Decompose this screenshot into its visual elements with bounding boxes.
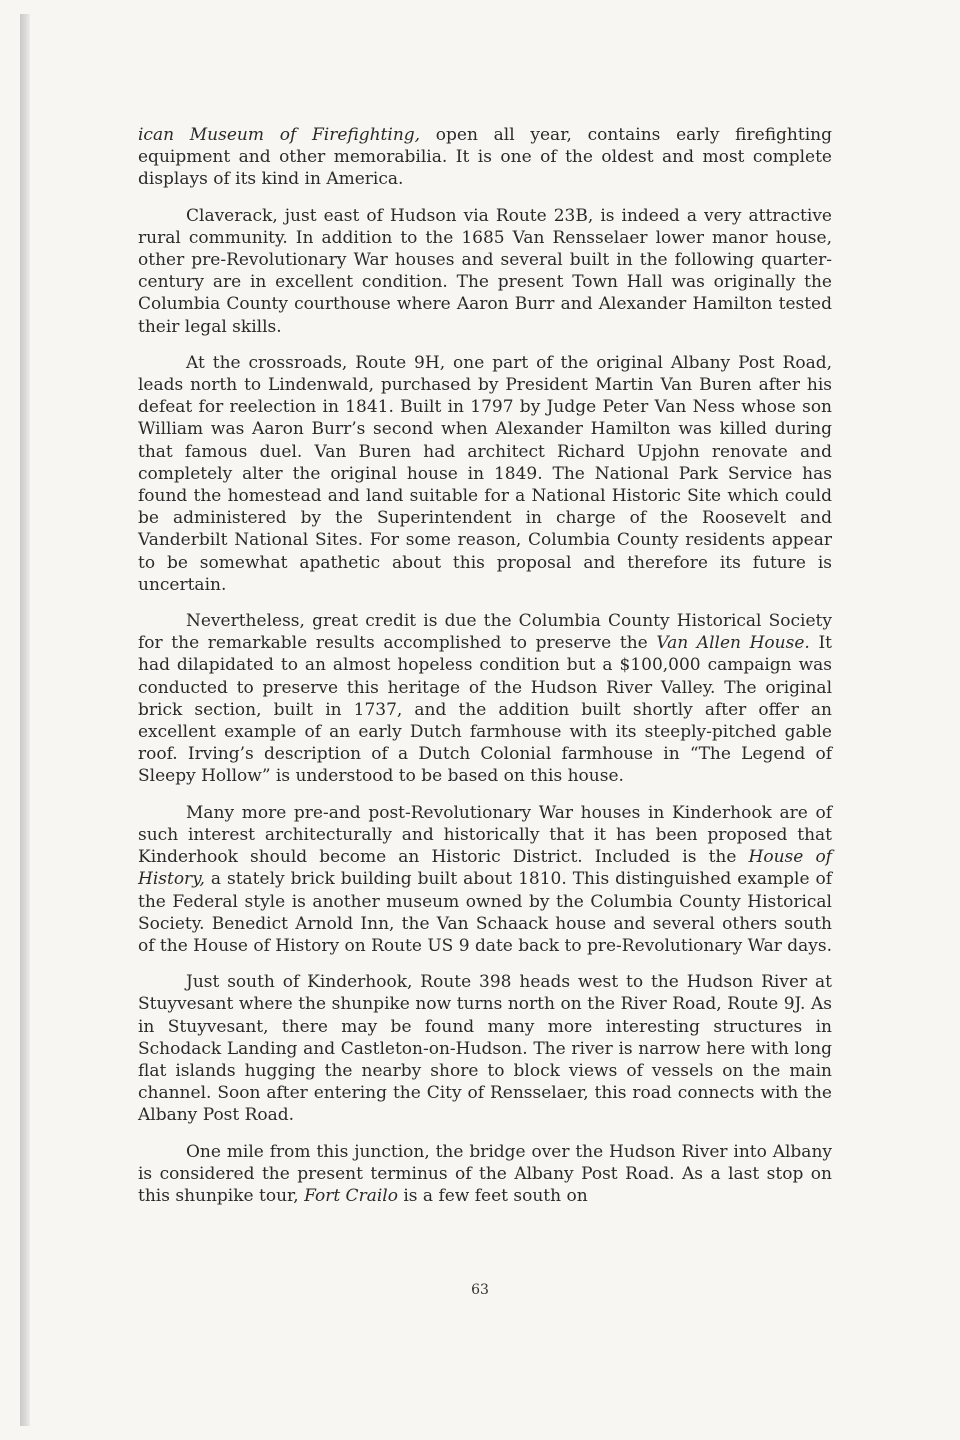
italic-title: Van Allen House. — [656, 633, 810, 654]
paragraph-7 — [138, 1141, 832, 1208]
text-run: a stately brick building built about 1810. This distinguished example of the Federal style is another museum owned by the Columbia County Historical Society. Benedict Arnold Inn, the Van Schaack house and several others south of the House of History on Route US 9 date back to pre-Revolutionary War days. — [138, 869, 833, 956]
text-run: is a few feet south on — [397, 1185, 588, 1206]
paragraph-2 — [138, 205, 832, 338]
italic-title: House of History, — [138, 847, 832, 890]
paragraph-5 — [138, 802, 832, 957]
paragraph-4 — [138, 610, 832, 788]
page-number: 63 — [471, 1282, 489, 1298]
text-run: It had dilapidated to an almost hopeless condition but a $100,000 campaign was conducted to preserve this heritage of the Hudson River Valley. The original brick section, built in 1737, and the addition built shortly after offer an excellent example of an early Dutch farmhouse with its steeply-pitched gable roof. Irving’s description of a Dutch Colonial farmhouse in “The Legend of Sleepy Hollow” is understood to be based on this house. — [138, 633, 833, 787]
paragraph-1 — [138, 124, 832, 191]
text-run: Many more pre-and post-Revolutionary War houses in Kinderhook are of such interest architecturally and historically that it has been proposed that Kinderhook should become an Historic District. Included is the — [138, 802, 832, 868]
page-body — [138, 124, 832, 1221]
text-run: Just south of Kinderhook, Route 398 heads west to the Hudson River at Stuyvesant where the shunpike now turns north on the River Road, Route 9J. As in Stuyvesant, there may be found many more interesting structures in Schodack Landing and Castleton-on-Hudson. The river is narrow here with long flat islands hugging the nearby shore to block views of vessels on the main channel. Soon after entering the City of Rensselaer, this road connects with the Albany Post Road. — [138, 972, 832, 1126]
text-run: open all year, contains early firefighting equipment and other memorabilia. It is one of the oldest and most complete displays of its kind in America. — [138, 125, 832, 190]
text-run: Nevertheless, great credit is due the Columbia County Historical Society for the remarkable results accomplished to preserve the — [138, 611, 832, 654]
paragraph-6 — [138, 971, 832, 1126]
italic-title: Fort Crailo — [304, 1185, 398, 1206]
scan-edge-shadow — [20, 14, 30, 1426]
paragraph-3 — [138, 352, 832, 596]
text-run: One mile from this junction, the bridge over the Hudson River into Albany is considered the present terminus of the Albany Post Road. As a last stop on this shunpike tour, — [138, 1141, 832, 1206]
text-run: Claverack, just east of Hudson via Route 23B, is indeed a very attractive rural community. In addition to the 1685 Van Rensselaer lower manor house, other pre-Revolutionary War houses and several built in the following quarter-century are in excellent condition. The present Town Hall was originally the Columbia County courthouse where Aaron Burr and Alexander Hamilton tested their legal skills. — [138, 205, 832, 337]
text-run: At the crossroads, Route 9H, one part of the original Albany Post Road, leads north to Lindenwald, purchased by President Martin Van Buren after his defeat for reelection in 1841. Built in 1797 by Judge Peter Van Ness whose son William was Aaron Burr’s second when Alexander Hamilton was killed during that famous duel. Van Buren had architect Richard Upjohn renovate and completely alter the original house in 1849. The National Park Service has found the homestead and land suitable for a National Historic Site which could be administered by the Superintendent in charge of the Roosevelt and Vanderbilt National Sites. For some reason, Columbia County residents appear to be somewhat apathetic about this proposal and therefore its future is uncertain. — [138, 352, 832, 595]
italic-title: ican Museum of Firefighting, — [138, 125, 421, 145]
